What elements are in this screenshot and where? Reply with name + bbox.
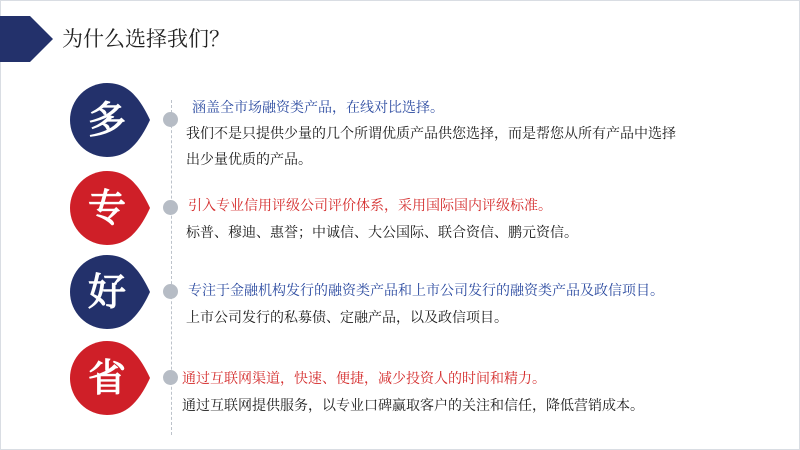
- title-arrow-shape: [0, 16, 56, 62]
- badge-char: 省: [87, 356, 126, 400]
- timeline-dot: [163, 112, 178, 127]
- badge-professional: [70, 168, 152, 248]
- page-title: 为什么选择我们？: [62, 27, 230, 51]
- badge-quality: [70, 252, 152, 332]
- timeline-dot: [163, 284, 178, 299]
- feature-headline: 引入专业信用评级公司评价体系，采用国际国内评级标准。: [188, 198, 552, 214]
- feature-item-saving: [0, 338, 800, 418]
- timeline-dot: [163, 370, 178, 385]
- feature-item-quality: [0, 252, 800, 332]
- feature-item-comprehensive: [0, 80, 800, 168]
- feature-description: 标普、穆迪、惠誉；中诚信、大公国际、联合资信、鹏元资信。: [186, 225, 578, 241]
- feature-headline: 涵盖全市场融资类产品，在线对比选择。: [192, 100, 444, 116]
- feature-headline: 通过互联网渠道，快速、便捷，减少投资人的时间和精力。: [182, 371, 546, 387]
- badge-char: 专: [87, 186, 126, 230]
- feature-description: 上市公司发行的私募债、定融产品，以及政信项目。: [186, 310, 508, 326]
- timeline-dot: [163, 200, 178, 215]
- feature-description: 出少量优质的产品。: [186, 152, 312, 168]
- feature-description: 我们不是只提供少量的几个所谓优质产品供您选择，而是帮您从所有产品中选择: [186, 126, 676, 142]
- feature-description: 通过互联网提供服务，以专业口碑赢取客户的关注和信任，降低营销成本。: [182, 398, 644, 414]
- feature-headline: 专注于金融机构发行的融资类产品和上市公司发行的融资类产品及政信项目。: [188, 283, 664, 299]
- badge-comprehensive: [70, 80, 152, 160]
- badge-char: 多: [87, 98, 126, 142]
- badge-saving: [70, 338, 152, 418]
- feature-item-professional: [0, 168, 800, 248]
- badge-char: 好: [87, 270, 126, 314]
